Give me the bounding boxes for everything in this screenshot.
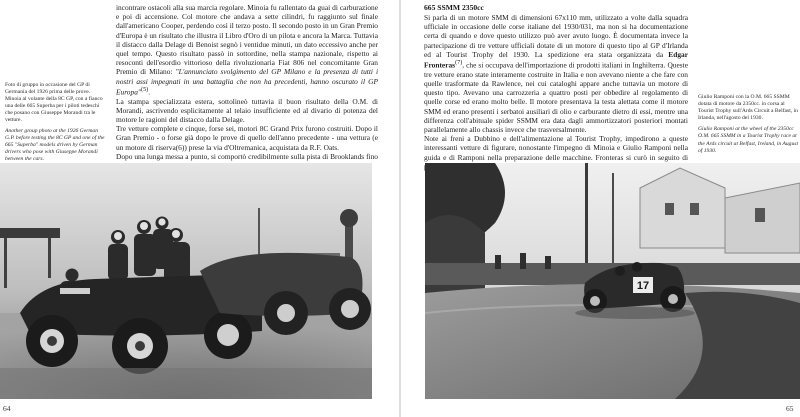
right-body-p1b-text: , che si occupava dell'importazione di prodotti italiani in Inghilterra. Queste tre vetture erano state interamente costruite in Italia e non avevano niente a che fare con quelle trasformate da Rawlence, nei cui cataloghi appare anche tuttavia un motore di questo tipo. Avevano una carrozzeria a quattro posti per obbedire al regolamento di quelle corse ed erano molto belle. Il motore presentava la testa alettata come il motore SMM ed erano presenti i serbatoi ausiliari di olio e carburante dietro di essi, mentre una differenza coll'abituale spider SSMM era data dagli ammortizzatori posteriori montati parallelamente allo chassis invece che trasversalmente. [424, 60, 688, 134]
right-body-highlight-ref: (7) [455, 60, 463, 67]
left-body-p1-text: incontrare ostacoli alla sua marcia regolare. Minoia fu rallentato da guai di carburazione e poi di accensione. Col motore che andava a sette cilindri, fu raggiunto sul finale dall'americano Cooper, perdendo così il terzo posto. Il secondo posto in un Gran Premio d'Europa è un risultato che illustra il Libro d'Oro di un pilota e ancora la Marca. Tuttavia il distacco dalla Delage di Benoist segnò i ventidue minuti, un dato eccessivo anche per quel tempo. Questo risultato passò in sottordine, nella stampa nazionale, rispetto ai resoconti dell'esordio vittorioso della rivoluzionaria Fiat 806 nel concomitante Gran Premio di Milano: [116, 3, 378, 77]
left-page-number: 64 [3, 404, 11, 413]
right-body-highlight: Edgar Fronteras [424, 49, 688, 70]
page-gutter [399, 0, 401, 417]
left-caption-english: Another group photo at the 1926 German G.P. before testing the 8C GP and one of the 665 "Superba" models driven by German drivers who pose with Giuseppe Morandi between the cars. [5, 127, 105, 162]
right-page-number: 65 [786, 404, 794, 413]
left-body-paragraph-4: Dopo una lunga messa a punto, si comportò credibilmente sulla pista di Brooklands fino [116, 151, 378, 161]
left-body-quote-ref: (5) [141, 86, 149, 93]
left-body-quote: "L'annunciato svolgimento del GP Milano e la presenza di tutti i nostri assi impegnati in una battaglia che non ha precedenti, hanno oscurato il GP Europa" [116, 67, 379, 97]
left-body-text [116, 3, 378, 170]
left-group-photo [0, 163, 372, 399]
left-photo-caption [5, 82, 107, 166]
race-car-on-road-icon [425, 163, 800, 399]
left-body-paragraph-3: Tre vetture complete e cinque, forse sei, motori 8C Grand Prix furono costruiti. Dopo il Gran Premio - o forse già dopo le prove di quello dell'anno precedente - una vettura (e un motore di riserva(6)) prese la via d'Oltremanica, acquistata da R.F. Oats. [116, 124, 378, 152]
right-caption-english: Giulio Ramponi at the wheel of the 2350cc O.M. 665 SSMM in a Tourist Trophy race at the Ards circuit at Belfast, Ireland, in August of 1930. [698, 126, 799, 154]
left-body-paragraph-2: La stampa specializzata estera, sottolineò tuttavia il buon risultato della O.M. di Morandi, ascrivendo esplicitamente al telaio insufficiente ed al divario di potenza del motore le ragioni del distacco dalla Delage. [116, 96, 378, 124]
right-body-paragraph-2: Note ai freni a Dubbino e dell'alimentazione al Tourist Trophy, impedirono a queste interessanti vetture di figurare, nonostante l'impegno di Minoia e Giulio Ramponi nella guida e di Ramponi nella preparazione delle macchine. Fronteras si curò in seguito di [424, 134, 688, 162]
right-race-photo [425, 163, 800, 399]
right-body-p1-text: Si parla di un motore SMM di dimensioni 67x110 mm, utilizzato a volte dalla squadra ufficiale in occasione delle corse italiane del 1930/031, ma non si ha documentazione certa di quando e dove questo utilizzo può aver avuto luogo. È documentata invece la partecipazione di tre vetture ufficiali dotate di un motore di questo tipo al GP d'Irlanda ed al Tourist Trophy del 1930. La spedizione era stata organizzata da [424, 13, 688, 59]
left-caption-italian: Foto di gruppo in occasione del GP di Germania del 1926 prima delle prove. Minoia al volante della 8C GP, con a fianco una delle 665 Superba per i piloti tedeschi che posano con Giuseppe Morandi tra le vetture. [5, 82, 103, 124]
left-body-paragraph-1: incontrare ostacoli alla sua marcia regolare. Minoia fu rallentato da guai di carburazione e poi di accensione. Col motore che andava a sette cilindri, fu raggiunto sul finale dall'americano Cooper, perdendo così il terzo posto. Il secondo posto in un Gran Premio d'Europa è un risultato che illustra il Libro d'Oro di un pilota e ancora la Marca. Tuttavia il distacco dalla Delage di Benoist segnò i ventidue minuti, un dato eccessivo anche per quel tempo. Questo risultato passò in sottordine, nella stampa nazionale, rispetto ai resoconti dell'esordio vittorioso della rivoluzionaria Fiat 806 nel concomitante Gran Premio di Milano: "L'annunciato svolgimento del GP Milano e la presenza di tutti i nostri assi impegnati in una battaglia che non ha precedenti, hanno oscurato il GP Europa"$^{(5)}$. [116, 3, 379, 97]
race-number: 17 [636, 280, 650, 292]
right-body-text [424, 13, 688, 171]
section-title: 665 SSMM 2350cc [424, 3, 484, 12]
group-photo-racing-cars-icon [0, 163, 372, 399]
right-photo-caption [698, 94, 798, 159]
right-caption-italian: Giulio Ramponi con la O.M. 665 SSMM dotata di motore da 2350cc. in corsa al Tourist Trophy sull'Ards Circuit a Belfast, in Irlanda, nell'agosto del 1930. [698, 94, 798, 122]
right-body-paragraph-1 [424, 13, 688, 134]
